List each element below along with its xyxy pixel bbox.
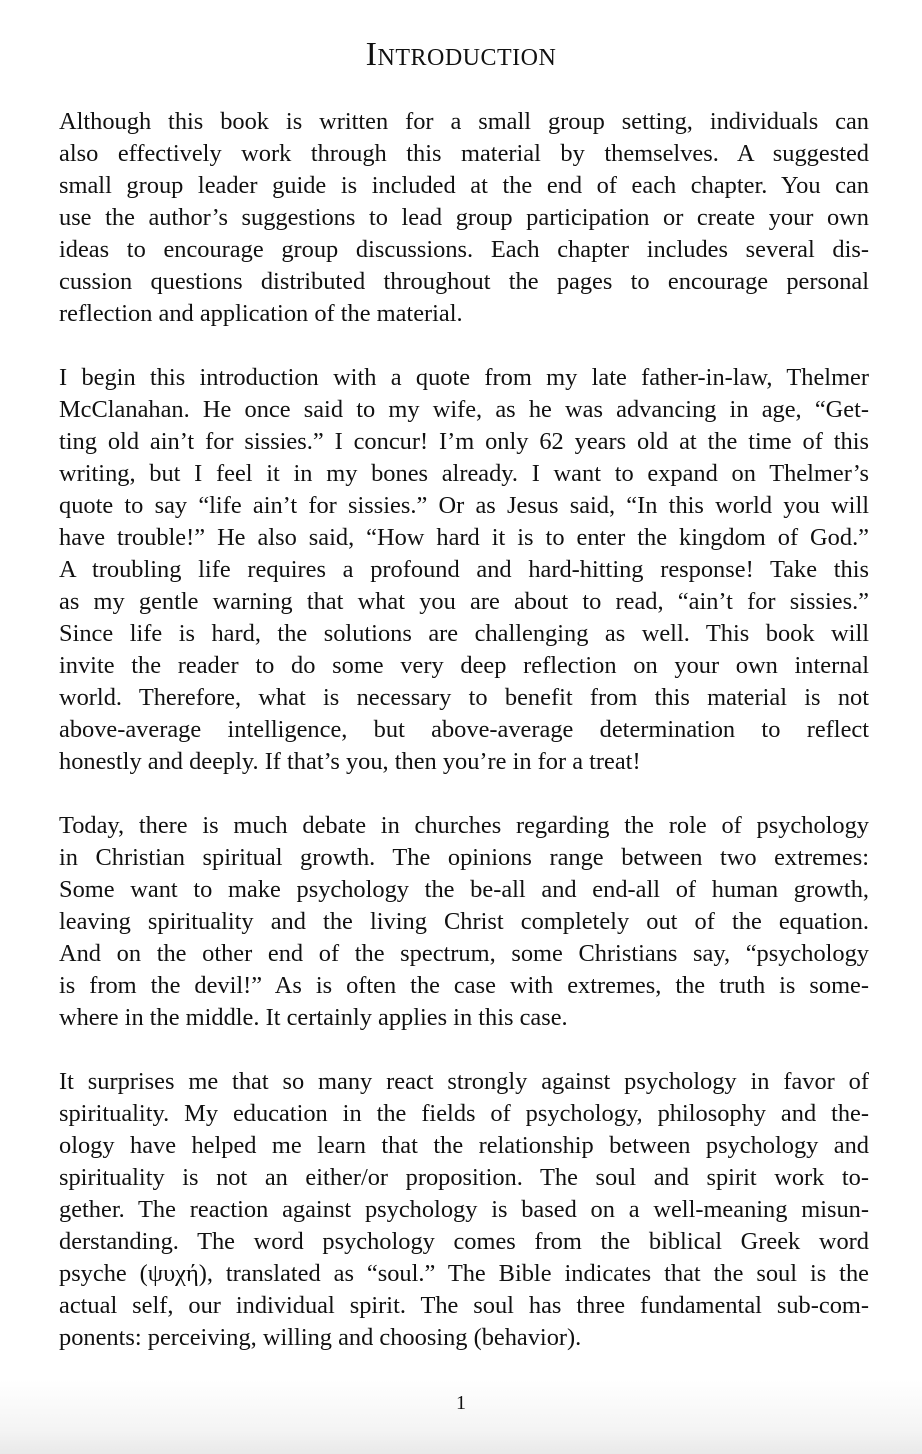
text-line: ideas to encourage group discussions. Each chapter includes several dis-	[59, 236, 869, 263]
text-line: small group leader guide is included at the end of each chapter. You can	[59, 172, 869, 199]
text-line: Today, there is much debate in churches regarding the role of psychology	[59, 812, 869, 839]
text-line: where in the middle. It certainly applies in this case.	[59, 1004, 568, 1031]
text-line: It surprises me that so many react strongly against psychology in favor of	[59, 1068, 869, 1095]
text-line: Since life is hard, the solutions are challenging as well. This book will	[59, 620, 869, 647]
text-line: also effectively work through this material by themselves. A suggested	[59, 140, 869, 167]
paragraph	[59, 1066, 869, 1354]
text-line: reflection and application of the material.	[59, 300, 463, 327]
text-line: above-average intelligence, but above-average determination to reflect	[59, 716, 869, 743]
text-line: honestly and deeply. If that’s you, then you’re in for a treat!	[59, 748, 641, 775]
text-line: And on the other end of the spectrum, some Christians say, “psychology	[59, 940, 869, 967]
text-line: spirituality. My education in the fields of psychology, philosophy and the-	[59, 1100, 869, 1127]
text-line: Although this book is written for a small group setting, individuals can	[59, 108, 869, 135]
text-line: gether. The reaction against psychology is based on a well-meaning misun-	[59, 1196, 869, 1223]
text-line: psyche (ψυχή), translated as “soul.” The Bible indicates that the soul is the	[59, 1260, 869, 1287]
text-line: in Christian spiritual growth. The opinions range between two extremes:	[59, 844, 869, 871]
chapter-title: Introduction	[365, 36, 557, 73]
text-line: cussion questions distributed throughout the pages to encourage personal	[59, 268, 869, 295]
text-line: ting old ain’t for sissies.” I concur! I’m only 62 years old at the time of this	[59, 428, 869, 455]
text-line: McClanahan. He once said to my wife, as he was advancing in age, “Get-	[59, 396, 869, 423]
page-number: 1	[456, 1392, 466, 1414]
paragraph	[59, 810, 869, 1034]
text-line: leaving spirituality and the living Christ completely out of the equation.	[59, 908, 869, 935]
paragraph	[59, 362, 869, 778]
text-line: actual self, our individual spirit. The soul has three fundamental sub-com-	[59, 1292, 869, 1319]
text-line: Some want to make psychology the be-all and end-all of human growth,	[59, 876, 869, 903]
text-line: have trouble!” He also said, “How hard it is to enter the kingdom of God.”	[59, 524, 869, 551]
text-line: world. Therefore, what is necessary to benefit from this material is not	[59, 684, 869, 711]
chapter-body	[59, 106, 869, 1386]
text-line: derstanding. The word psychology comes from the biblical Greek word	[59, 1228, 869, 1255]
text-line: invite the reader to do some very deep reflection on your own internal	[59, 652, 869, 679]
text-line: is from the devil!” As is often the case with extremes, the truth is some-	[59, 972, 869, 999]
text-line: A troubling life requires a profound and hard-hitting response! Take this	[59, 556, 869, 583]
text-line: ology have helped me learn that the relationship between psychology and	[59, 1132, 869, 1159]
text-line: writing, but I feel it in my bones already. I want to expand on Thelmer’s	[59, 460, 869, 487]
text-line: I begin this introduction with a quote from my late father-in-law, Thelmer	[59, 364, 869, 391]
text-line: as my gentle warning that what you are about to read, “ain’t for sissies.”	[59, 588, 869, 615]
text-line: quote to say “life ain’t for sissies.” Or as Jesus said, “In this world you will	[59, 492, 869, 519]
text-line: spirituality is not an either/or proposition. The soul and spirit work to-	[59, 1164, 869, 1191]
text-line: ponents: perceiving, willing and choosing (behavior).	[59, 1324, 582, 1351]
paragraph	[59, 106, 869, 330]
text-line: use the author’s suggestions to lead group participation or create your own	[59, 204, 869, 231]
